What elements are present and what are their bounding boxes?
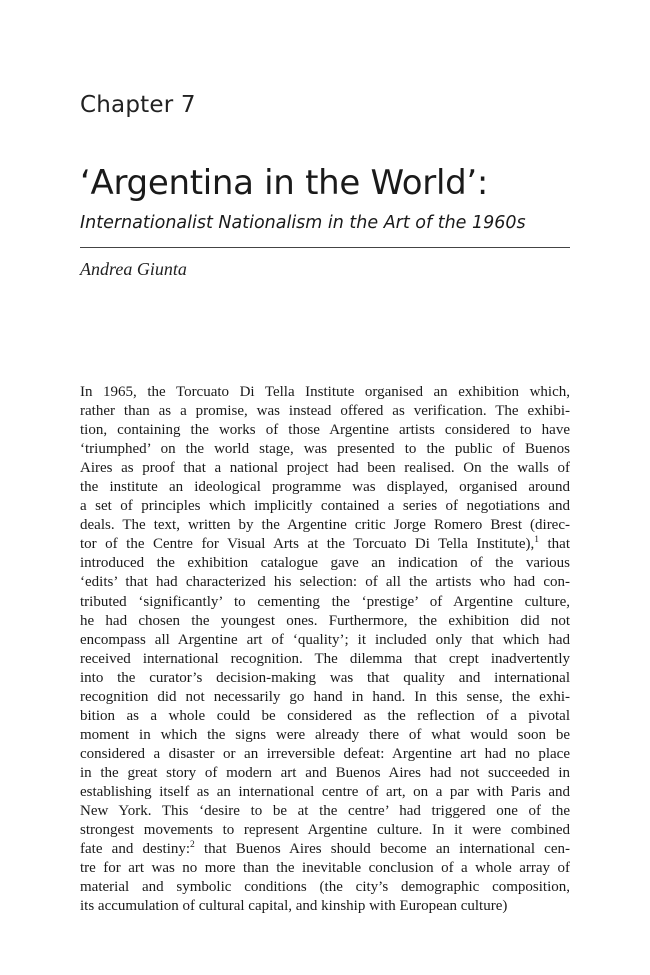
body-line-text: received international recognition. The dilemma that crept inadvertently	[80, 650, 570, 667]
title-divider	[80, 247, 570, 248]
body-line	[80, 707, 570, 726]
body-line	[80, 878, 570, 897]
body-paragraph	[80, 383, 570, 916]
body-line	[80, 631, 570, 650]
body-line	[80, 802, 570, 821]
body-line-text: its accumulation of cultural capital, and kinship with European culture)	[80, 898, 508, 915]
body-line	[80, 840, 570, 859]
body-line	[80, 783, 570, 802]
chapter-subtitle: Internationalist Nationalism in the Art of the 1960s	[80, 213, 526, 233]
body-line	[80, 497, 570, 516]
author-name: Andrea Giunta	[80, 259, 187, 279]
body-line-text: tion, containing the works of those Argentine artists considered to have	[80, 422, 570, 439]
body-line	[80, 897, 570, 916]
body-line	[80, 650, 570, 669]
body-line-text: rather than as a promise, was instead offered as verification. The exhibi-	[80, 403, 570, 420]
body-line	[80, 593, 570, 612]
body-line-text: material and symbolic conditions (the city’s demographic composition,	[80, 879, 570, 896]
body-line-text: deals. The text, written by the Argentine critic Jorge Romero Brest (direc-	[80, 517, 570, 534]
footnote-marker[interactable]: 1	[534, 535, 540, 546]
body-line-text: a set of principles which implicitly contained a series of negotiations and	[80, 498, 570, 515]
body-line-text: ‘triumphed’ on the world stage, was presented to the public of Buenos	[80, 441, 570, 458]
body-line	[80, 726, 570, 745]
body-line	[80, 859, 570, 878]
body-line-text: the institute an ideological programme was displayed, organised around	[80, 479, 570, 496]
body-line-text: in the great story of modern art and Buenos Aires had not succeeded in	[80, 764, 570, 781]
body-line-text: Aires as proof that a national project had been realised. On the walls of	[80, 460, 570, 477]
body-line-text: introduced the exhibition catalogue gave an indication of the various	[80, 555, 570, 572]
body-line	[80, 459, 570, 478]
body-line-text: tre for art was no more than the inevitable conclusion of a whole array of	[80, 860, 570, 877]
body-line	[80, 421, 570, 440]
body-line-text: considered a disaster or an irreversible defeat: Argentine art had no place	[80, 745, 570, 762]
body-line-text: bition as a whole could be considered as the reflection of a pivotal	[80, 707, 570, 724]
body-line	[80, 821, 570, 840]
footnote-marker[interactable]: 2	[190, 840, 195, 851]
body-line	[80, 535, 570, 554]
body-line	[80, 688, 570, 707]
body-line-text: In 1965, the Torcuato Di Tella Institute organised an exhibition which,	[80, 384, 570, 400]
body-line	[80, 554, 570, 573]
body-line-text: establishing itself as an international centre of art, on a par with Paris and	[80, 783, 570, 800]
body-line-text-continued: that Buenos Aires should become an international cen-	[194, 841, 570, 858]
chapter-number: Chapter 7	[80, 92, 196, 118]
body-line-text: ‘edits’ that had characterized his selection: of all the artists who had con-	[80, 574, 570, 591]
body-line	[80, 669, 570, 688]
body-line-text: strongest movements to represent Argentine culture. In it were combined	[80, 822, 570, 839]
body-line-text: into the curator’s decision-making was that quality and international	[80, 669, 570, 686]
body-line	[80, 612, 570, 631]
body-line-text: he had chosen the youngest ones. Furthermore, the exhibition did not	[80, 612, 570, 629]
body-line-text: tor of the Centre for Visual Arts at the Torcuato Di Tella Institute),	[80, 536, 535, 553]
body-line	[80, 573, 570, 592]
body-line-text: recognition did not necessarily go hand in hand. In this sense, the exhi-	[80, 688, 570, 705]
body-line	[80, 440, 570, 459]
body-line	[80, 745, 570, 764]
body-line-text: encompass all Argentine art of ‘quality’; it included only that which had	[80, 631, 570, 648]
body-line-text: tributed ‘significantly’ to cementing the ‘prestige’ of Argentine culture,	[80, 593, 570, 610]
body-line-text: fate and destiny:	[80, 841, 191, 858]
body-line	[80, 478, 570, 497]
body-line-text: New York. This ‘desire to be at the centre’ had triggered one of the	[80, 803, 570, 820]
body-line	[80, 402, 570, 421]
body-line-text-continued: that	[539, 536, 571, 553]
body-line	[80, 516, 570, 535]
body-line-text: moment in which the signs were already there of what would soon be	[80, 726, 570, 743]
chapter-title: ‘Argentina in the World’:	[80, 163, 489, 203]
body-line	[80, 764, 570, 783]
body-line	[80, 383, 570, 402]
